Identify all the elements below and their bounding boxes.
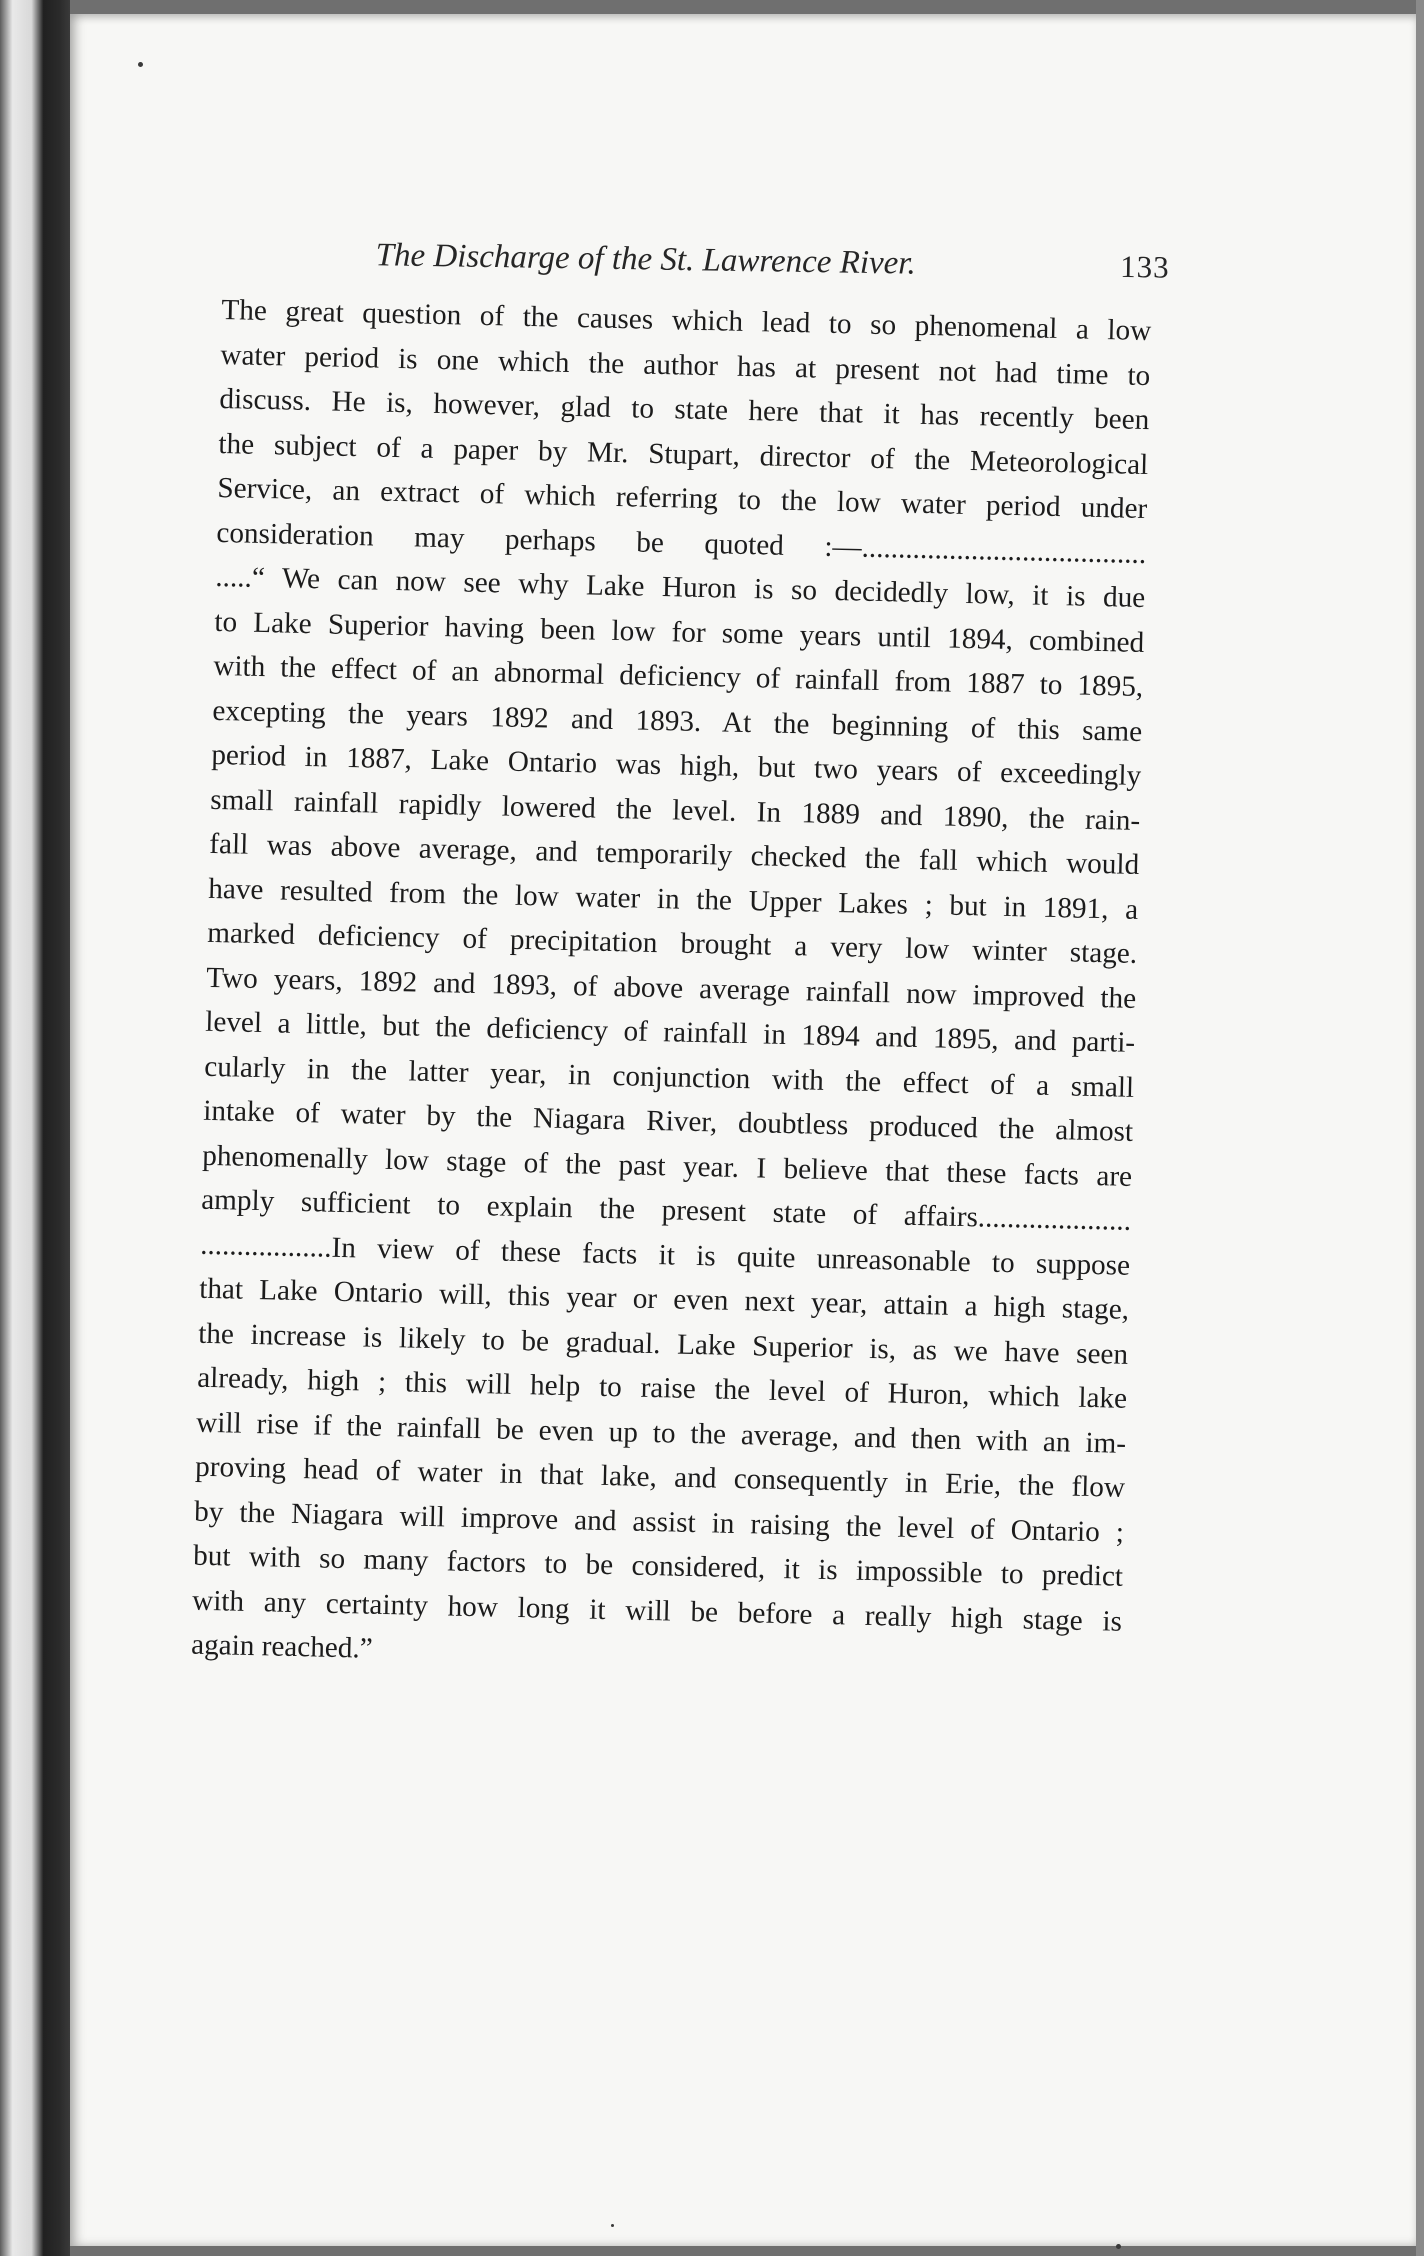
text-line: .....“ We can now see why Lake Huron is so decidedly low, it is due [215,560,1146,615]
text-line: Two years, 1892 and 1893, of above average rainfall now improved the [205,961,1137,1015]
paper-speck [1116,2244,1121,2249]
text-line: intake of water by the Niagara River, doubtless produced the almost [202,1094,1134,1148]
text-line: have resulted from the low water in the Upper Lakes ; but in 1891, a [208,872,1139,926]
text-line: consideration may perhaps be quoted :—....................................... [216,516,1147,570]
text-line: excepting the years 1892 and 1893. At the beginning of this same [212,694,1143,748]
text-line: water period is one which the author has at present not had time to [220,338,1151,392]
text-line: will rise if the rainfall be even up to the average, and then with an im- [195,1406,1127,1460]
paper-speck [611,2224,614,2227]
text-line: the increase is likely to be gradual. Lake Superior is, as we have seen [197,1317,1129,1371]
text-line: period in 1887, Lake Ontario was high, but two years of exceedingly [211,738,1142,792]
text-line: small rainfall rapidly lowered the level. In 1889 and 1890, the rain- [210,783,1141,837]
text-line: again reached.” [190,1628,374,1665]
text-line: already, high ; this will help to raise the level of Huron, which lake [196,1361,1128,1415]
text-line: by the Niagara will improve and assist in raising the level of Ontario ; [193,1495,1125,1549]
text-line: that Lake Ontario will, this year or even next year, attain a high stage, [198,1272,1130,1326]
scan-binding-edge [0,0,70,2256]
text-line: discuss. He is, however, glad to state here that it has recently been [219,382,1150,437]
text-line: amply sufficient to explain the present state of affairs..................... [200,1183,1132,1237]
page-number: 133 [1119,248,1170,285]
text-line: but with so many factors to be considered, it is impossible to predict [192,1539,1124,1593]
text-line: proving head of water in that lake, and consequently in Erie, the flow [194,1450,1126,1504]
text-line: to Lake Superior having been low for some years until 1894, combined [214,605,1145,659]
body-text [191,288,1152,1688]
text-line: phenomenally low stage of the past year. I believe that these facts are [201,1139,1133,1193]
running-title: The Discharge of the St. Lawrence River. [375,237,917,282]
text-line: the subject of a paper by Mr. Stupart, director of the Meteorological [218,427,1149,481]
scan-right-border [1416,0,1424,2256]
text-line: cularly in the latter year, in conjunction with the effect of a small [203,1050,1135,1104]
text-line: fall was above average, and temporarily checked the fall which would [209,827,1140,881]
text-line: Service, an extract of which referring to the low water period under [217,471,1148,526]
text-line: The great question of the causes which lead to so phenomenal a low [221,293,1152,348]
text-line: with the effect of an abnormal deficiency of rainfall from 1887 to 1895, [213,649,1144,703]
text-line: with any certainty how long it will be before a really high stage is [191,1584,1123,1638]
paper-speck [138,62,143,67]
text-line: marked deficiency of precipitation brought a very low winter stage. [207,916,1138,970]
text-line: ..................In view of these facts it is quite unreasonable to suppose [199,1228,1131,1282]
text-line: level a little, but the deficiency of rainfall in 1894 and 1895, and parti- [204,1005,1136,1059]
